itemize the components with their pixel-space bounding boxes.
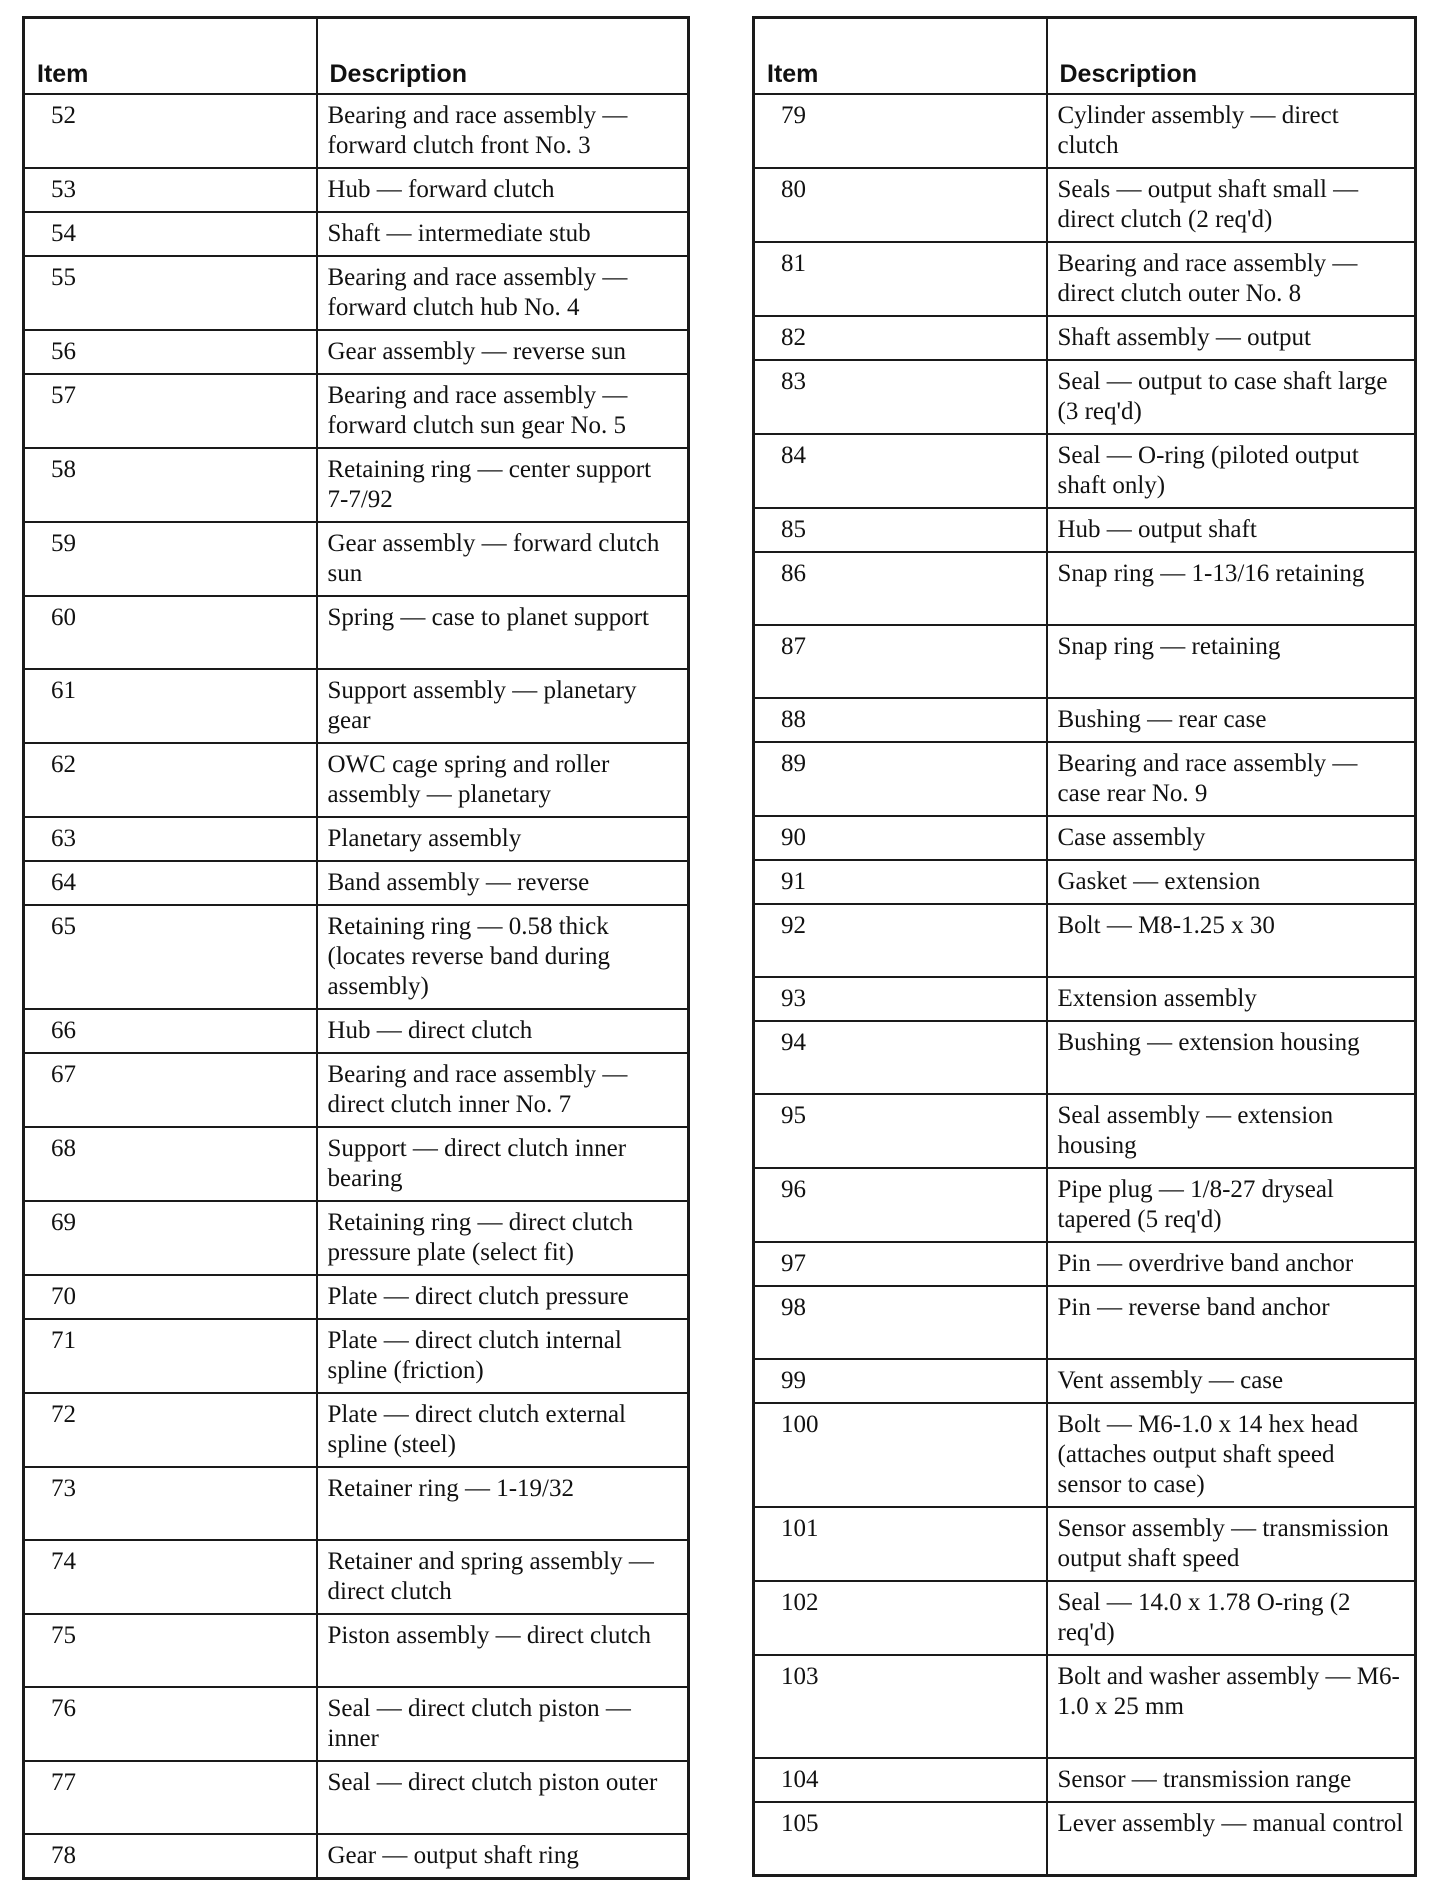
table-row	[24, 1761, 689, 1834]
item-number: 65	[24, 905, 317, 1009]
item-number: 80	[754, 168, 1047, 242]
item-description: Plate — direct clutch internal spline (friction)	[317, 1319, 689, 1393]
item-number: 104	[754, 1758, 1047, 1802]
table-row	[754, 168, 1416, 242]
item-number: 83	[754, 360, 1047, 434]
item-number: 92	[754, 904, 1047, 977]
item-number: 77	[24, 1761, 317, 1834]
table-row	[24, 212, 689, 256]
table-row	[24, 1834, 689, 1879]
item-number: 76	[24, 1687, 317, 1761]
item-number: 54	[24, 212, 317, 256]
table-row	[754, 1802, 1416, 1876]
item-number: 81	[754, 242, 1047, 316]
item-number: 84	[754, 434, 1047, 508]
item-description: Lever assembly — manual control	[1047, 1802, 1416, 1876]
item-description: Bushing — extension housing	[1047, 1021, 1416, 1094]
item-description: Gear assembly — reverse sun	[317, 330, 689, 374]
item-description: Extension assembly	[1047, 977, 1416, 1021]
table-row	[754, 1507, 1416, 1581]
table-row	[24, 1614, 689, 1687]
item-description: Bushing — rear case	[1047, 698, 1416, 742]
item-number: 57	[24, 374, 317, 448]
table-row	[24, 817, 689, 861]
table-row	[24, 168, 689, 212]
item-number: 73	[24, 1467, 317, 1540]
item-number: 96	[754, 1168, 1047, 1242]
item-number: 105	[754, 1802, 1047, 1876]
table-row	[24, 1687, 689, 1761]
item-description: Spring — case to planet support	[317, 596, 689, 669]
item-number: 67	[24, 1053, 317, 1127]
item-description: Gear assembly — forward clutch sun	[317, 522, 689, 596]
item-number: 93	[754, 977, 1047, 1021]
header-row	[24, 18, 689, 95]
table-row	[24, 669, 689, 743]
table-row	[754, 1094, 1416, 1168]
item-description: Pipe plug — 1/8-27 dryseal tapered (5 req'd)	[1047, 1168, 1416, 1242]
table-row	[24, 256, 689, 330]
item-number: 99	[754, 1359, 1047, 1403]
item-number: 100	[754, 1403, 1047, 1507]
item-column-header: Item	[754, 18, 1047, 95]
item-description: Pin — overdrive band anchor	[1047, 1242, 1416, 1286]
description-column-header: Description	[1047, 18, 1416, 95]
table-row	[24, 1127, 689, 1201]
table-row	[754, 816, 1416, 860]
table-row	[754, 860, 1416, 904]
table-row	[754, 904, 1416, 977]
item-description: Cylinder assembly — direct clutch	[1047, 94, 1416, 168]
item-description: Case assembly	[1047, 816, 1416, 860]
item-number: 75	[24, 1614, 317, 1687]
item-description: Gear — output shaft ring	[317, 1834, 689, 1879]
parts-table-left	[22, 16, 690, 1880]
item-description: Snap ring — retaining	[1047, 625, 1416, 698]
table-row	[24, 374, 689, 448]
item-number: 61	[24, 669, 317, 743]
table-row	[24, 1275, 689, 1319]
item-number: 78	[24, 1834, 317, 1879]
item-number: 53	[24, 168, 317, 212]
table-row	[24, 1467, 689, 1540]
table-row	[24, 1540, 689, 1614]
item-description: Bolt — M8-1.25 x 30	[1047, 904, 1416, 977]
item-number: 95	[754, 1094, 1047, 1168]
table-row	[24, 448, 689, 522]
item-description: Bearing and race assembly — forward clutch sun gear No. 5	[317, 374, 689, 448]
item-description: Band assembly — reverse	[317, 861, 689, 905]
item-description: Seal — direct clutch piston outer	[317, 1761, 689, 1834]
item-number: 102	[754, 1581, 1047, 1655]
table-row	[24, 861, 689, 905]
item-number: 103	[754, 1655, 1047, 1758]
table-row	[24, 1009, 689, 1053]
table-row	[754, 1242, 1416, 1286]
item-description: OWC cage spring and roller assembly — planetary	[317, 743, 689, 817]
table-row	[24, 1201, 689, 1275]
item-number: 82	[754, 316, 1047, 360]
item-description: Retainer ring — 1-19/32	[317, 1467, 689, 1540]
item-number: 62	[24, 743, 317, 817]
item-number: 58	[24, 448, 317, 522]
item-description: Gasket — extension	[1047, 860, 1416, 904]
item-description: Hub — forward clutch	[317, 168, 689, 212]
table-row	[754, 625, 1416, 698]
item-number: 64	[24, 861, 317, 905]
item-number: 69	[24, 1201, 317, 1275]
table-row	[754, 94, 1416, 168]
item-number: 85	[754, 508, 1047, 552]
item-description: Vent assembly — case	[1047, 1359, 1416, 1403]
table-row	[24, 330, 689, 374]
item-description: Seal assembly — extension housing	[1047, 1094, 1416, 1168]
item-description: Retainer and spring assembly — direct clutch	[317, 1540, 689, 1614]
item-number: 72	[24, 1393, 317, 1467]
item-description: Sensor assembly — transmission output shaft speed	[1047, 1507, 1416, 1581]
item-description: Piston assembly — direct clutch	[317, 1614, 689, 1687]
item-description: Plate — direct clutch pressure	[317, 1275, 689, 1319]
item-description: Retaining ring — center support 7-7/92	[317, 448, 689, 522]
item-description: Bearing and race assembly — forward clutch front No. 3	[317, 94, 689, 168]
item-description: Hub — output shaft	[1047, 508, 1416, 552]
item-description: Planetary assembly	[317, 817, 689, 861]
item-number: 63	[24, 817, 317, 861]
item-number: 94	[754, 1021, 1047, 1094]
item-description: Bearing and race assembly — forward clutch hub No. 4	[317, 256, 689, 330]
item-number: 60	[24, 596, 317, 669]
item-number: 56	[24, 330, 317, 374]
item-description: Bolt and washer assembly — M6-1.0 x 25 mm	[1047, 1655, 1416, 1758]
table-row	[754, 1168, 1416, 1242]
table-row	[754, 1403, 1416, 1507]
item-description: Snap ring — 1-13/16 retaining	[1047, 552, 1416, 625]
item-description: Bearing and race assembly — direct clutch inner No. 7	[317, 1053, 689, 1127]
item-number: 98	[754, 1286, 1047, 1359]
table-row	[754, 1655, 1416, 1758]
item-description: Bearing and race assembly — direct clutch outer No. 8	[1047, 242, 1416, 316]
item-number: 70	[24, 1275, 317, 1319]
header-row	[754, 18, 1416, 95]
table-row	[24, 1053, 689, 1127]
item-number: 97	[754, 1242, 1047, 1286]
table-row	[754, 360, 1416, 434]
table-row	[24, 743, 689, 817]
item-number: 101	[754, 1507, 1047, 1581]
item-description: Shaft assembly — output	[1047, 316, 1416, 360]
item-number: 89	[754, 742, 1047, 816]
item-description: Seal — O-ring (piloted output shaft only)	[1047, 434, 1416, 508]
table-row	[754, 1758, 1416, 1802]
table-row	[24, 522, 689, 596]
parts-table-right	[752, 16, 1417, 1877]
item-description: Shaft — intermediate stub	[317, 212, 689, 256]
item-description: Support assembly — planetary gear	[317, 669, 689, 743]
item-number: 74	[24, 1540, 317, 1614]
item-description: Support — direct clutch inner bearing	[317, 1127, 689, 1201]
item-number: 88	[754, 698, 1047, 742]
item-description: Sensor — transmission range	[1047, 1758, 1416, 1802]
item-number: 66	[24, 1009, 317, 1053]
item-description: Seals — output shaft small — direct clutch (2 req'd)	[1047, 168, 1416, 242]
table-row	[24, 1393, 689, 1467]
item-column-header: Item	[24, 18, 317, 95]
table-row	[754, 242, 1416, 316]
item-description: Seal — 14.0 x 1.78 O-ring (2 req'd)	[1047, 1581, 1416, 1655]
item-number: 59	[24, 522, 317, 596]
table-row	[754, 698, 1416, 742]
table-row	[24, 1319, 689, 1393]
table-row	[754, 977, 1416, 1021]
item-number: 87	[754, 625, 1047, 698]
item-number: 68	[24, 1127, 317, 1201]
item-number: 90	[754, 816, 1047, 860]
table-row	[754, 434, 1416, 508]
item-description: Bearing and race assembly — case rear No. 9	[1047, 742, 1416, 816]
table-row	[754, 552, 1416, 625]
item-description: Hub — direct clutch	[317, 1009, 689, 1053]
item-description: Bolt — M6-1.0 x 14 hex head (attaches output shaft speed sensor to case)	[1047, 1403, 1416, 1507]
item-description: Seal — output to case shaft large (3 req'd)	[1047, 360, 1416, 434]
table-row	[754, 316, 1416, 360]
item-description: Plate — direct clutch external spline (steel)	[317, 1393, 689, 1467]
table-row	[24, 94, 689, 168]
table-row	[754, 1359, 1416, 1403]
item-number: 79	[754, 94, 1047, 168]
table-row	[754, 508, 1416, 552]
table-row	[24, 596, 689, 669]
item-description: Seal — direct clutch piston — inner	[317, 1687, 689, 1761]
item-number: 55	[24, 256, 317, 330]
table-row	[754, 1286, 1416, 1359]
item-number: 91	[754, 860, 1047, 904]
description-column-header: Description	[317, 18, 689, 95]
item-number: 71	[24, 1319, 317, 1393]
item-number: 52	[24, 94, 317, 168]
item-description: Retaining ring — direct clutch pressure plate (select fit)	[317, 1201, 689, 1275]
item-description: Pin — reverse band anchor	[1047, 1286, 1416, 1359]
table-row	[754, 1581, 1416, 1655]
item-number: 86	[754, 552, 1047, 625]
table-row	[754, 742, 1416, 816]
item-description: Retaining ring — 0.58 thick (locates reverse band during assembly)	[317, 905, 689, 1009]
table-row	[24, 905, 689, 1009]
table-row	[754, 1021, 1416, 1094]
